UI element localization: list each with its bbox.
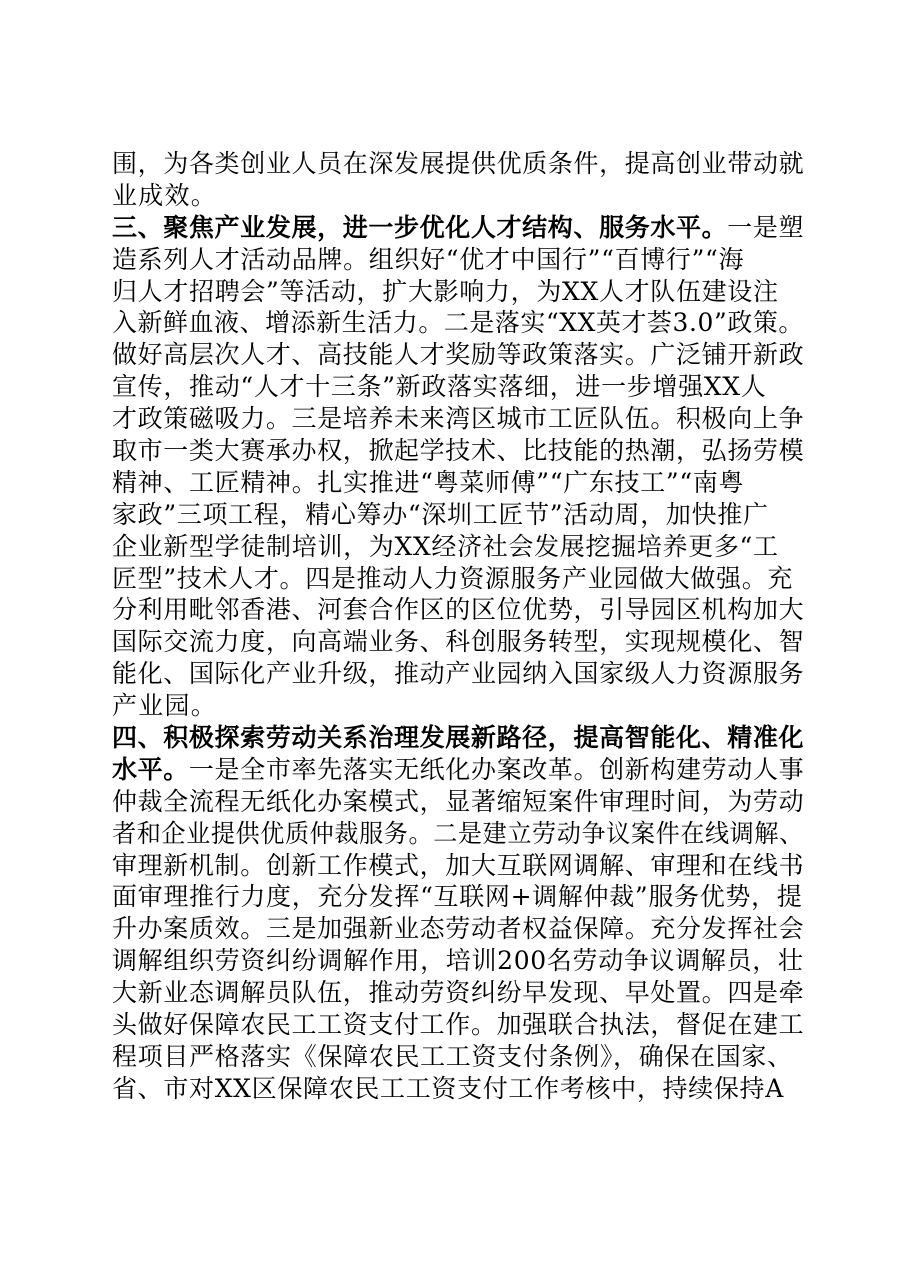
body-text: 省、市对XX区保障农民工工资支付工作考核中，持续保持A <box>112 1073 784 1103</box>
text-line <box>112 658 805 690</box>
text-line <box>112 403 805 435</box>
body-text: 能化、国际化产业升级，推动产业园纳入国家级人力资源服务 <box>112 659 805 689</box>
text-line <box>112 913 805 945</box>
text-line <box>112 1009 805 1041</box>
text-line <box>112 881 802 913</box>
body-text: 才政策磁吸力。三是培养未来湾区城市工匠队伍。积极向上争 <box>112 404 805 434</box>
body-text: 匠型”技术人才。四是推动人力资源服务产业园做大做强。充 <box>112 563 794 593</box>
bold-heading-text: 四、积极探索劳动关系治理发展新路径，提高智能化、精准化 <box>112 723 805 753</box>
body-text: 业成效。 <box>112 180 218 210</box>
text-line <box>112 1073 802 1105</box>
body-text: 一是塑 <box>727 212 805 242</box>
text-line <box>112 786 805 818</box>
text-line <box>112 307 804 339</box>
body-text: 产业园。 <box>112 691 218 721</box>
text-line <box>112 435 805 467</box>
text-line <box>112 722 805 754</box>
body-text: 精神、工匠精神。扎实推进“粤菜师傅”“广东技工”“南粤 <box>112 467 745 497</box>
body-text: 审理新机制。创新工作模式，加大互联网调解、审理和在线书 <box>112 850 805 880</box>
body-text: 宣传，推动“人才十三条”新政落实落细，进一步增强XX人 <box>112 372 767 402</box>
text-line <box>112 945 802 977</box>
text-line <box>112 148 805 180</box>
text-line <box>112 531 802 563</box>
bold-heading-text: 水平。 <box>112 754 189 784</box>
body-text: 造系列人才活动品牌。组织好“优才中国行”“百博行”“海 <box>112 244 745 274</box>
body-text: 仲裁全流程无纸化办案模式，显著缩短案件审理时间，为劳动 <box>112 786 805 816</box>
body-text: 面审理推行力度，充分发挥“互联网+调解仲裁”服务优势，提 <box>112 882 803 912</box>
body-text: 取市一类大赛承办权，掀起学技术、比技能的热潮，弘扬劳模 <box>112 436 805 466</box>
body-text: 升办案质效。三是加强新业态劳动者权益保障。充分发挥社会 <box>112 914 805 944</box>
text-line <box>112 371 802 403</box>
body-text: 家政”三项工程，精心筹办“深圳工匠节”活动周，加快推广 <box>112 499 769 529</box>
text-line <box>112 850 805 882</box>
text-line <box>112 467 802 499</box>
body-text: 程项目严格落实《保障农民工工资支付条例》，确保在国家、 <box>112 1041 793 1071</box>
body-text: 一是全市率先落实无纸化办案改革。创新构建劳动人事 <box>188 754 805 784</box>
text-line <box>112 754 805 786</box>
text-line <box>112 626 805 658</box>
text-line <box>112 563 802 595</box>
text-line <box>112 276 802 308</box>
body-text: 大新业态调解员队伍，推动劳资纠纷早发现、早处置。四是牵 <box>112 978 805 1008</box>
body-text: 入新鲜血液、增添新生活力。二是落实“XX英才荟3.0”政策。 <box>112 308 804 338</box>
document-body-text <box>112 148 805 1105</box>
text-line <box>112 977 805 1009</box>
text-line <box>112 212 805 244</box>
body-text: 归人才招聘会”等活动，扩大影响力，为XX人才队伍建设注 <box>112 276 779 306</box>
text-line <box>112 594 805 626</box>
body-text: 企业新型学徒制培训，为XX经济社会发展挖掘培养更多“工 <box>112 531 779 561</box>
body-text: 围，为各类创业人员在深发展提供优质条件，提高创业带动就 <box>112 149 805 178</box>
text-line <box>112 690 802 722</box>
text-line <box>112 1041 802 1073</box>
body-text: 调解组织劳资纠纷调解作用，培训200名劳动争议调解员，壮 <box>112 946 804 976</box>
body-text: 国际交流力度，向高端业务、科创服务转型，实现规模化、智 <box>112 627 805 657</box>
body-text: 分利用毗邻香港、河套合作区的区位优势，引导园区机构加大 <box>112 595 805 625</box>
text-line <box>112 818 804 850</box>
text-line <box>112 244 802 276</box>
bold-heading-text: 三、聚焦产业发展，进一步优化人才结构、服务水平。 <box>112 212 728 242</box>
body-text: 者和企业提供优质仲裁服务。二是建立劳动争议案件在线调解、 <box>112 818 804 848</box>
body-text: 头做好保障农民工工资支付工作。加强联合执法，督促在建工 <box>112 1010 805 1040</box>
text-line <box>112 499 802 531</box>
text-line <box>112 339 805 371</box>
text-line <box>112 180 802 212</box>
body-text: 做好高层次人才、高技能人才奖励等政策落实。广泛铺开新政 <box>112 340 805 370</box>
